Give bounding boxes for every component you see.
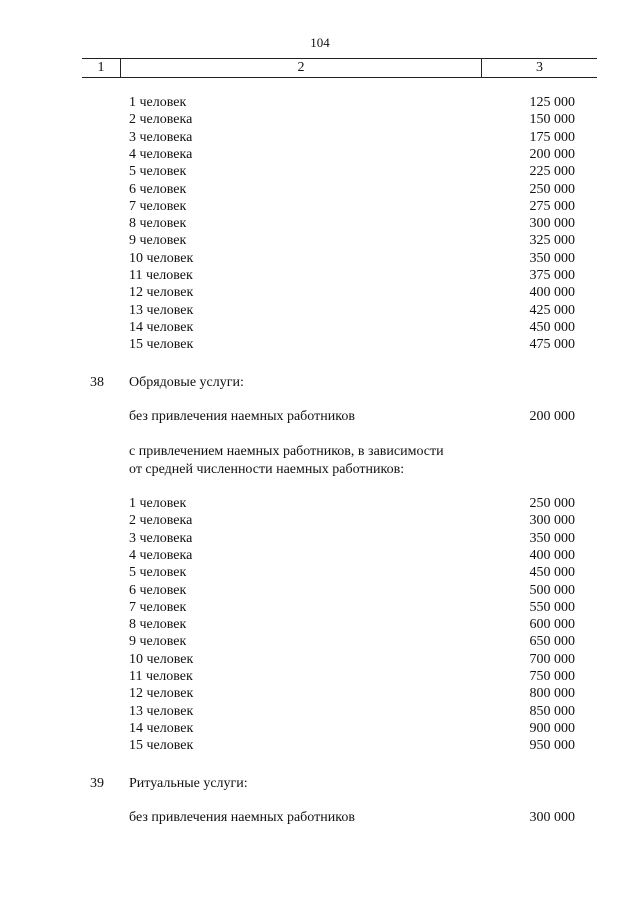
row-value: 600 000 [529, 617, 575, 633]
list-item [0, 111, 640, 128]
list-item [0, 250, 640, 267]
row-value: 200 000 [529, 409, 575, 424]
list-item [0, 703, 640, 720]
list-item [0, 232, 640, 249]
list-item [0, 651, 640, 668]
row-value: 900 000 [529, 720, 575, 736]
row-label: 11 человек [129, 268, 193, 283]
row-label: 2 человека [129, 513, 193, 529]
list-item [0, 94, 640, 111]
list-item [0, 336, 640, 353]
row-value: 225 000 [529, 164, 575, 180]
row-value: 300 000 [529, 810, 575, 825]
row-label: 1 человек [129, 496, 187, 511]
list-item [0, 737, 640, 754]
row-value: 550 000 [529, 599, 575, 615]
row-value: 125 000 [529, 95, 575, 110]
list-item [0, 215, 640, 232]
row-label: 5 человек [129, 565, 187, 581]
row-label: 7 человек [129, 599, 187, 615]
row-value: 175 000 [529, 129, 575, 145]
row-label: 12 человек [129, 686, 194, 702]
row-label: 9 человек [129, 634, 187, 650]
list-item [0, 163, 640, 180]
list-item [0, 633, 640, 650]
row-value: 800 000 [529, 686, 575, 702]
list-item [0, 564, 640, 581]
column-header-1: 1 [97, 60, 105, 75]
list-item [0, 616, 640, 633]
row-label: без привлечения наемных работников [129, 409, 355, 424]
list-item [0, 582, 640, 599]
row-value: 250 000 [529, 181, 575, 197]
row-label: 3 человека [129, 530, 193, 546]
list-item [0, 284, 640, 301]
list-item [0, 181, 640, 198]
row-label: 9 человек [129, 233, 187, 249]
row-label: 8 человек [129, 617, 187, 633]
list-item [0, 302, 640, 319]
list-item [0, 512, 640, 529]
row-value: 325 000 [529, 233, 575, 249]
row-label: 11 человек [129, 669, 193, 684]
list-item [0, 267, 640, 284]
column-header-3: 3 [536, 60, 543, 75]
row-value: 400 000 [529, 285, 575, 301]
row-label: 6 человек [129, 582, 187, 598]
row-value: 250 000 [529, 496, 575, 511]
table-header [82, 58, 597, 78]
section-38-without-workers [0, 408, 640, 425]
row-label: 15 человек [129, 337, 194, 353]
row-value: 450 000 [529, 565, 575, 581]
list-item [0, 146, 640, 163]
row-value: 500 000 [529, 582, 575, 598]
row-value: 425 000 [529, 302, 575, 318]
row-value: 300 000 [529, 513, 575, 529]
row-label: 15 человек [129, 738, 194, 754]
row-value: 275 000 [529, 198, 575, 214]
row-value: 950 000 [529, 738, 575, 754]
list-item [0, 720, 640, 737]
row-label: 2 человека [129, 112, 193, 128]
row-label: без привлечения наемных работников [129, 810, 355, 825]
row-label: 13 человек [129, 703, 194, 719]
list-item [0, 495, 640, 512]
section-39-heading [0, 775, 640, 792]
list-item [0, 547, 640, 564]
row-value: 350 000 [529, 530, 575, 546]
list-item [0, 129, 640, 146]
section-number: 39 [90, 776, 104, 791]
row-label: 4 человека [129, 146, 193, 162]
row-label: 14 человек [129, 319, 194, 335]
list-item [0, 319, 640, 336]
row-value: 700 000 [529, 651, 575, 667]
row-value: 150 000 [529, 112, 575, 128]
row-label: 13 человек [129, 302, 194, 318]
page-number: 104 [310, 35, 330, 50]
row-label: 5 человек [129, 164, 187, 180]
row-label: 1 человек [129, 95, 187, 110]
row-value: 200 000 [529, 146, 575, 162]
row-label: 10 человек [129, 651, 194, 667]
row-label: 4 человека [129, 547, 193, 563]
column-header-2: 2 [297, 60, 305, 75]
row-value: 750 000 [529, 669, 575, 684]
row-label: 7 человек [129, 198, 187, 214]
row-value: 400 000 [529, 547, 575, 563]
section-title: Обрядовые услуги: [129, 375, 244, 390]
section-number: 38 [90, 375, 104, 390]
row-label: 12 человек [129, 285, 194, 301]
row-value: 350 000 [529, 250, 575, 266]
row-value: 375 000 [529, 268, 575, 283]
row-label: 8 человек [129, 216, 187, 232]
row-label: 10 человек [129, 250, 194, 266]
row-value: 450 000 [529, 319, 575, 335]
row-value: 475 000 [529, 337, 575, 353]
list-item [0, 685, 640, 702]
section-39-without-workers [0, 809, 640, 826]
row-value: 300 000 [529, 216, 575, 232]
section-38-heading [0, 374, 640, 391]
row-label: 6 человек [129, 181, 187, 197]
paragraph-line: от средней численности наемных работников: [129, 461, 405, 477]
list-item [0, 198, 640, 215]
row-value: 650 000 [529, 634, 575, 650]
row-label: 14 человек [129, 720, 194, 736]
section-38-with-workers-text [129, 443, 509, 478]
list-item [0, 668, 640, 685]
paragraph-line: с привлечением наемных работников, в зависимости [129, 444, 444, 459]
row-label: 3 человека [129, 129, 193, 145]
list-item [0, 530, 640, 547]
list-item [0, 599, 640, 616]
section-title: Ритуальные услуги: [129, 776, 248, 791]
row-value: 850 000 [529, 703, 575, 719]
